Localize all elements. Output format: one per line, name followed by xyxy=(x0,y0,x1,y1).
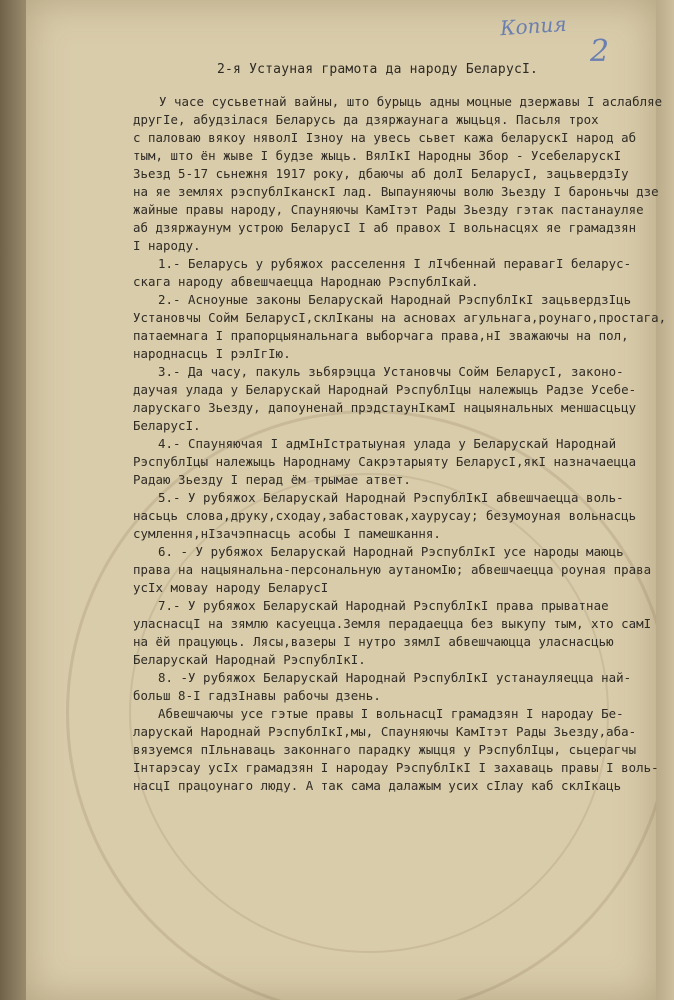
text-line: У часе сусьветнай вайны, што бурыць адны моцные дзержавы I аслабляе xyxy=(159,94,663,109)
text-line: права на нацыянальна-персональную аутаномIю; абвешчаецца роуная права xyxy=(133,562,652,577)
text-line: 4.- Спауняючая I адмIнIстратыуная улада у Беларускай Народнай xyxy=(158,436,617,451)
text-line: жайные правы народу, Спауняючы КамIтэт Рады Зьезду гэтак пастанауляе xyxy=(133,202,644,217)
text-line: аб дзяржаунум устрою БеларусI I аб правох I вольнасцях яе грамадзян xyxy=(133,220,637,235)
text-line: сумлення,нIзачэпнасць асобы I памешкання. xyxy=(133,526,441,541)
text-line: тым, што ён жыве I будзе жыць. ВялIкI Народны Збор - УсебеларускI xyxy=(133,148,622,163)
text-line: Iнтарэсау усIх грамадзян I народау РэспублIкI I захаваць правы I воль- xyxy=(133,760,659,775)
text-line: РэспублIцы належыць Народнаму Сакрэтарыяту БеларусI,якI назначаецца xyxy=(133,454,637,469)
text-line: усIх мовау народу БеларусI xyxy=(133,580,329,595)
text-line: Абвешчаючы усе гэтые правы I вольнасцI грамадзян I народау Бе- xyxy=(158,706,624,721)
text-line: 7.- У рубяжох Беларускай Народнай РэспублIкI права прыватнае xyxy=(158,598,609,613)
text-line: I народу. xyxy=(133,238,201,253)
page-right-edge xyxy=(656,0,674,1000)
text-line: Установчы Сойм БеларусI,склIканы на асновах агульнага,роунаго,простага, xyxy=(133,310,667,325)
page-left-edge xyxy=(0,0,26,1000)
handwritten-copy-mark: Копия xyxy=(499,11,568,41)
text-line: Радаю Зьезду I перад ём трымае атвет. xyxy=(133,472,411,487)
text-line: Беларускай Народнай РэспублIкI. xyxy=(133,652,366,667)
text-line: даучая улада у Беларускай Народнай РэспублIцы належыць Радзе Усебе- xyxy=(133,382,637,397)
text-line: скага народу абвешчаецца Народнаю РэспублIкай. xyxy=(133,274,479,289)
document-title: 2-я Устауная грамота да народу БеларусI. xyxy=(217,62,539,77)
text-line: насьць слова,друку,сходау,забастовак,хаурусау; безумоуная вольнасць xyxy=(133,508,637,523)
text-line: другIе, абудзiлася Беларусь да дзяржаунага жыцьця. Пасьля трох xyxy=(133,112,599,127)
text-line: 2.- Асноуные законы Беларускай Народнай РэспублIкI зацьвердзIць xyxy=(158,292,632,307)
text-line: Зьезд 5-17 сьнежня 1917 року, дбаючы аб долI БеларусI, зацьвердзIу xyxy=(133,166,629,181)
text-line: на ёй працуюць. Лясы,вазеры I нутро зямлI абвешчаюцца уласнасцью xyxy=(133,634,614,649)
text-line: насцI працоунаго люду. А так сама далажым усих сIлау каб склIкаць xyxy=(133,778,622,793)
text-line: на яе землях рэспублIканскI лад. Выпауняючы волю Зьезду I бароньчы дзе xyxy=(133,184,659,199)
text-line: ларускаго Зьезду, дапоуненай прэдстаунIкамI нацыянальных меншасцьцу xyxy=(133,400,637,415)
text-line: БеларусI. xyxy=(133,418,201,433)
text-line: вязуемся пIльнаваць законнаго парадку жыцця у РэспублIцы, сьцерагчы xyxy=(133,742,637,757)
text-line: 8. -У рубяжох Беларускай Народнай РэспублIкI устанауляецца най- xyxy=(158,670,632,685)
text-line: 1.- Беларусь у рубяжох расселення I лIчбеннай перавагI беларус- xyxy=(158,256,632,271)
text-line: уласнасцI на зямлю касуецца.Земля перадаецца без выкупу тым, хто самI xyxy=(133,616,652,631)
text-line: 5.- У рубяжох Беларускай Народнай РэспублIкI абвешчаецца воль- xyxy=(158,490,624,505)
text-line: патаемнага I прапорцыянальнага выборчага права,нI зважаючы на пол, xyxy=(133,328,629,343)
text-line: больш 8-I гадзIнавы рабочы дзень. xyxy=(133,688,381,703)
text-line: 3.- Да часу, пакуль зьбярэцца Установчы Сойм БеларусI, законо- xyxy=(158,364,624,379)
handwritten-page-number: 2 xyxy=(590,34,610,69)
text-line: 6. - У рубяжох Беларускай Народнай РэспублIкI усе народы маюць xyxy=(158,544,624,559)
text-line: ларускай Народнай РэспублIкI,мы, Спауняючы КамIтэт Рады Зьезду,аба- xyxy=(133,724,637,739)
text-line: с паловаю вякоу няволI Iзноу на увесь сьвет кажа беларускI народ аб xyxy=(133,130,637,145)
text-line: народнасць I рэлIгIю. xyxy=(133,346,291,361)
